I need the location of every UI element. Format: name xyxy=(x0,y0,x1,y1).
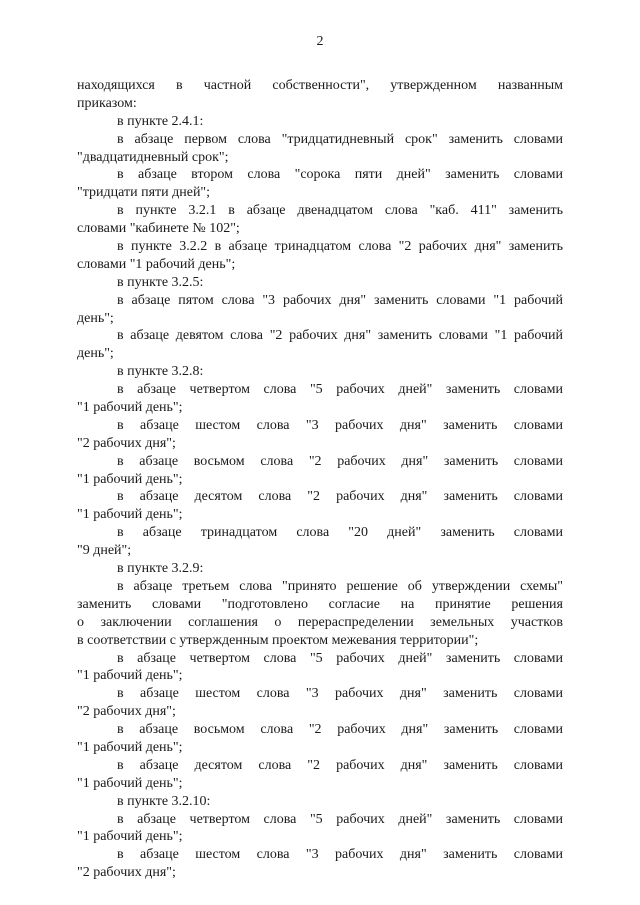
text-line: "2 рабочих дня"; xyxy=(77,704,176,720)
text-line: в пункте 3.2.5: xyxy=(117,274,204,290)
text-line: в абзаце четвертом слова "5 рабочих дней" заменить словами xyxy=(117,382,563,398)
page-number: 2 xyxy=(316,34,324,49)
text-line: в пункте 3.2.1 в абзаце двенадцатом слова "каб. 411" заменить xyxy=(117,203,563,219)
text-line: словами "1 рабочий день"; xyxy=(77,256,236,272)
text-line: "тридцати пяти дней"; xyxy=(77,185,211,201)
text-line: в абзаце шестом слова "3 рабочих дня" заменить словами xyxy=(117,686,563,702)
text-line: в абзаце шестом слова "3 рабочих дня" заменить словами xyxy=(117,417,563,433)
text-line: заменить словами "подготовлено согласие на принятие решения xyxy=(77,596,563,612)
text-line: в абзаце четвертом слова "5 рабочих дней" заменить словами xyxy=(117,811,563,827)
text-line: "9 дней"; xyxy=(77,543,132,559)
text-line: в абзаце десятом слова "2 рабочих дня" заменить словами xyxy=(117,489,563,505)
text-line: в абзаце четвертом слова "5 рабочих дней" заменить словами xyxy=(117,650,563,666)
text-line: в абзаце десятом слова "2 рабочих дня" заменить словами xyxy=(117,757,563,773)
text-line: "1 рабочий день"; xyxy=(77,471,183,487)
text-line: в абзаце первом слова "тридцатидневный срок" заменить словами xyxy=(117,131,563,147)
text-line: в абзаце втором слова "сорока пяти дней" заменить словами xyxy=(117,167,563,183)
text-line: "1 рабочий день"; xyxy=(77,775,183,791)
text-line: "1 рабочий день"; xyxy=(77,739,183,755)
text-line: "2 рабочих дня"; xyxy=(77,435,176,451)
text-line: в абзаце третьем слова "принято решение об утверждении схемы" xyxy=(117,578,563,594)
text-line: "2 рабочих дня"; xyxy=(77,865,176,881)
text-line: день"; xyxy=(77,310,114,326)
text-line: приказом: xyxy=(77,95,137,111)
text-line: "1 рабочий день"; xyxy=(77,829,183,845)
text-line: в пункте 3.2.8: xyxy=(117,364,204,380)
document-body xyxy=(77,77,563,882)
text-line: в абзаце восьмом слова "2 рабочих дня" заменить словами xyxy=(117,722,563,738)
text-line: день"; xyxy=(77,346,114,362)
text-line: "1 рабочий день"; xyxy=(77,668,183,684)
text-line: в пункте 3.2.9: xyxy=(117,561,204,577)
text-line: в абзаце тринадцатом слова "20 дней" заменить словами xyxy=(117,525,563,541)
text-line: находящихся в частной собственности", утвержденном названным xyxy=(77,78,563,93)
text-line: "двадцатидневный срок"; xyxy=(77,149,229,165)
text-line: "1 рабочий день"; xyxy=(77,400,183,416)
text-line: в абзаце шестом слова "3 рабочих дня" заменить словами xyxy=(117,847,563,863)
text-line: словами "кабинете № 102"; xyxy=(77,221,240,237)
text-line: в абзаце девятом слова "2 рабочих дня" заменить словами "1 рабочий xyxy=(117,328,563,344)
text-line: в пункте 3.2.10: xyxy=(117,793,211,809)
text-line: в пункте 2.4.1: xyxy=(117,113,204,129)
text-line: в пункте 3.2.2 в абзаце тринадцатом слова "2 рабочих дня" заменить xyxy=(117,239,563,255)
text-line: "1 рабочий день"; xyxy=(77,507,183,523)
text-line: в абзаце пятом слова "3 рабочих дня" заменить словами "1 рабочий xyxy=(117,292,563,308)
text-line: в абзаце восьмом слова "2 рабочих дня" заменить словами xyxy=(117,453,563,469)
text-line: в соответствии с утвержденным проектом межевания территории"; xyxy=(77,632,479,648)
text-line: о заключении соглашения о перераспределении земельных участков xyxy=(77,614,563,630)
